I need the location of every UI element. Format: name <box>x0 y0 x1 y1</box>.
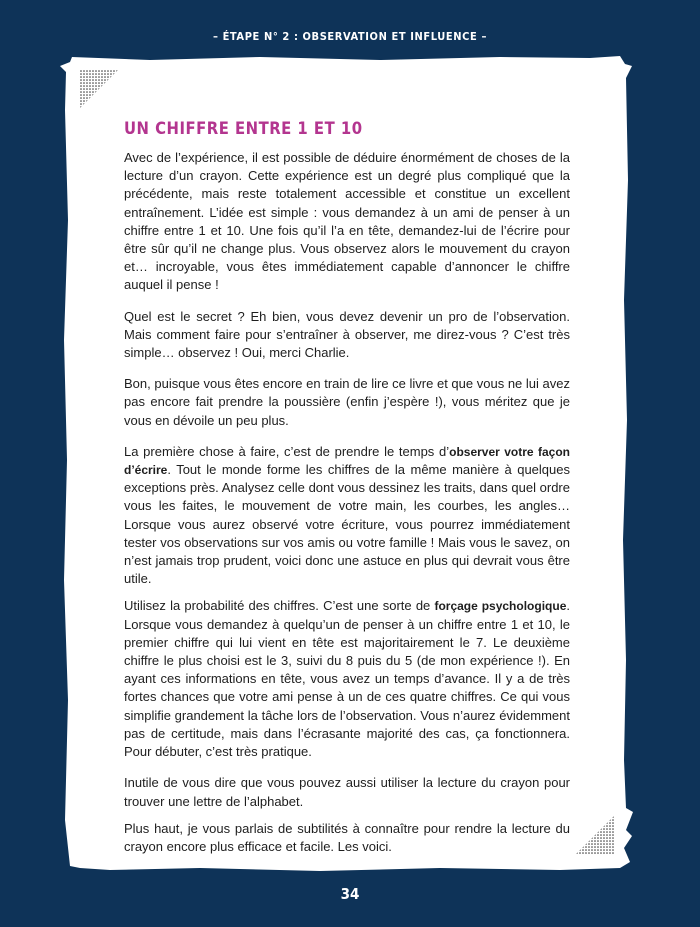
paragraph-secret: Quel est le secret ? Eh bien, vous devez devenir un pro de l’observation. Mais comment faire pour s’entraîner à observer, me direz-vous ? C’est très simple… observez ! Oui, merci Charlie. <box>124 308 570 361</box>
highlight-psychological-forcing: forçage psychologique <box>434 599 567 614</box>
paragraph-text: . Lorsque vous demandez à quelqu’un de penser à un chiffre entre 1 et 10, le premier chiffre qui lui vient en tête est majoritairement le 7. Le deuxième chiffre le plus choisi est le 3, suivi du 8 puis du 5 (de mon expérience !). En ayant ces informations en tête, vous avez un temps d’avance. Il y a de très fortes chances que votre ami pense à un de ces quatre chiffres. Ce qui vous simplifie grandement la tâche lors de l’observation. Vous n’aurez évidemment pas de certitude, mais dans l’écrasante majorité des cas, ça fonctionnera. Pour débuter, c’est très pratique. <box>124 598 570 760</box>
page-number: 34 <box>340 885 360 903</box>
paragraph-probability <box>124 597 570 761</box>
paragraph-text: Utilisez la probabilité des chiffres. C’est une sorte de <box>124 598 435 614</box>
section-header: – ÉTAPE N° 2 : OBSERVATION ET INFLUENCE – <box>212 30 487 43</box>
paragraph-book: Bon, puisque vous êtes encore en train de lire ce livre et que vous ne lui avez pas encore fait prendre la poussière (enfin j’espère !), vous méritez que je vous en dévoile un peu plus. <box>124 376 570 428</box>
paragraph-observe-writing <box>124 443 570 589</box>
paragraph-text: La première chose à faire, c’est de prendre le temps d’ <box>124 443 450 459</box>
article-body <box>124 118 570 865</box>
paragraph-subtleties: Plus haut, je vous parlais de subtilités à connaître pour rendre la lecture du crayon encore plus efficace et facile. Les voici. <box>124 820 570 854</box>
highlight-observe-writing: observer votre façon d’écrire <box>124 444 570 478</box>
paragraph-alphabet: Inutile de vous dire que vous pouvez aussi utiliser la lecture du crayon pour trouver une lettre de l’alphabet. <box>124 775 570 809</box>
paragraph-text: . Tout le monde forme les chiffres de la même manière à quelques exceptions près. Analysez celle dont vous dessinez les traits, dans quel ordre vous les faites, le mouvement de votre main, les courbes, les angles… Lorsque vous aurez observé votre écriture, vous pourrez immédiatement tester vos observations sur vos amis ou votre famille ! Mais vous le savez, on n’est jamais trop prudent, voici donc une astuce en plus qui devrait vous être utile. <box>124 462 570 587</box>
corner-dot-pattern-bottom-right <box>576 816 614 854</box>
paragraph-intro: Avec de l’expérience, il est possible de déduire énormément de choses de la lecture d’un crayon. Cette expérience est un degré plus compliqué que la précédente, mais reste totalement accessible et constitue un excellent entraînement. L’idée est simple : vous demandez à un ami de penser à un chiffre entre 1 et 10. Une fois qu’il l’a en tête, demandez-lui de l’écrire pour être sûr qu’il ne change plus. Vous observez alors le mouvement du crayon et… incroyable, vous êtes immédiatement capable d’annoncer le chiffre auquel il pense ! <box>124 150 570 293</box>
article-title: UN CHIFFRE ENTRE 1 ET 10 <box>124 119 363 138</box>
corner-dot-pattern-top-left <box>80 70 118 108</box>
